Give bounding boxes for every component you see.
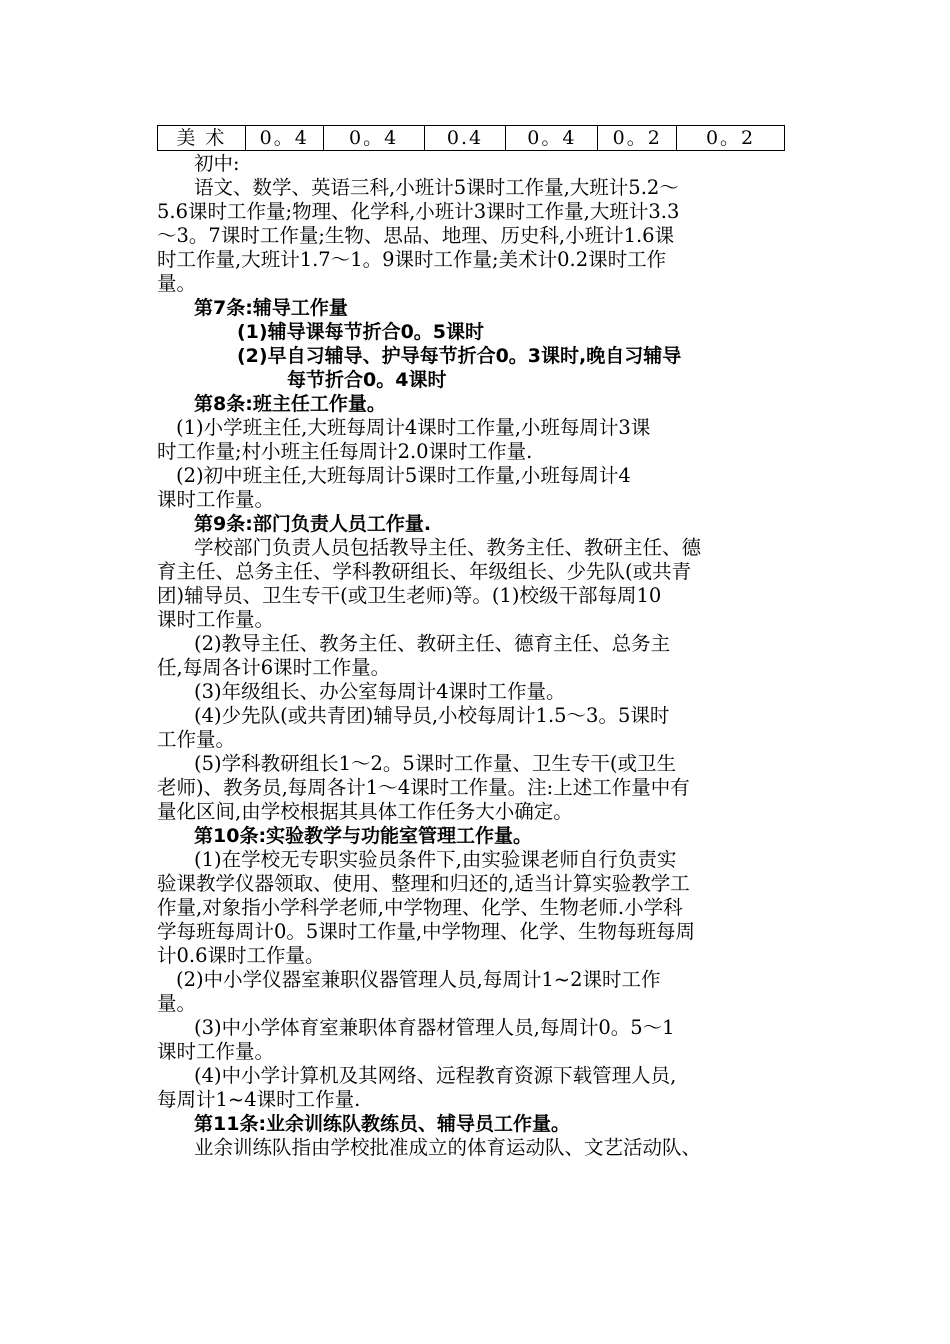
paragraph-line: 量。 [157, 272, 197, 295]
paragraph-line: (4)少先队(或共青团)辅导员,小校每周计1.5～3。5课时 [194, 704, 670, 727]
table-cell: 0。2 [598, 126, 677, 151]
article-7-item-2: (2)早自习辅导、护导每节折合0。3课时,晚自习辅导 [237, 345, 682, 367]
paragraph-line: (1)小学班主任,大班每周计4课时工作量,小班每周计3课 [176, 416, 651, 439]
paragraph-line: (1)在学校无专职实验员条件下,由实验课老师自行负责实 [194, 848, 677, 871]
paragraph-line: (2)初中班主任,大班每周计5课时工作量,小班每周计4 [176, 464, 631, 487]
paragraph-line: (3)中小学体育室兼职体育器材管理人员,每周计0。5～1 [194, 1016, 675, 1039]
paragraph-line: 量化区间,由学校根据其具体工作任务大小确定。 [157, 800, 573, 823]
table-cell-subject: 美 术 [158, 126, 246, 151]
paragraph-line: 课时工作量。 [157, 608, 275, 631]
table-cell: 0。4 [245, 126, 323, 151]
paragraph-line: 量。 [157, 992, 197, 1015]
paragraph-line: 每周计1~4课时工作量. [157, 1088, 361, 1111]
table-row [158, 126, 785, 151]
paragraph-line: (4)中小学计算机及其网络、远程教育资源下载管理人员, [194, 1064, 677, 1087]
document-body [157, 152, 793, 1160]
paragraph-line: 学校部门负责人员包括教导主任、教务主任、教研主任、德 [194, 536, 702, 559]
paragraph-line: 时工作量,大班计1.7～1。9课时工作量;美术计0.2课时工作 [157, 248, 667, 271]
paragraph-line: 学每班每周计0。5课时工作量,中学物理、化学、生物每班每周 [157, 920, 696, 943]
paragraph-line: 作量,对象指小学科学老师,中学物理、化学、生物老师.小学科 [157, 896, 683, 919]
paragraph-line: 5.6课时工作量;物理、化学科,小班计3课时工作量,大班计3.3 [157, 200, 680, 223]
paragraph-line: 工作量。 [157, 728, 236, 751]
paragraph-line: 业余训练队指由学校批准成立的体育运动队、文艺活动队、 [194, 1136, 702, 1159]
paragraph-line: 任,每周各计6课时工作量。 [157, 656, 391, 679]
paragraph-line: 计0.6课时工作量。 [157, 944, 325, 967]
paragraph-line: (3)年级组长、办公室每周计4课时工作量。 [194, 680, 566, 703]
paragraph-line: ～3。7课时工作量;生物、思品、地理、历史科,小班计1.6课 [157, 224, 675, 247]
table-cell: 0.4 [424, 126, 506, 151]
table-cell: 0。2 [677, 126, 785, 151]
paragraph-line: 老师)、教务员,每周各计1～4课时工作量。注:上述工作量中有 [157, 776, 690, 799]
article-heading-10: 第10条:实验教学与功能室管理工作量。 [194, 825, 533, 847]
article-heading-7: 第7条:辅导工作量 [194, 297, 348, 319]
paragraph-line: (5)学科教研组长1～2。5课时工作量、卫生专干(或卫生 [194, 752, 676, 775]
paragraph-line: 课时工作量。 [157, 488, 275, 511]
article-heading-9: 第9条:部门负责人员工作量. [194, 513, 432, 535]
article-7-item-2-continued: 每节折合0。4课时 [287, 369, 447, 391]
section-label-junior-high: 初中: [194, 152, 240, 175]
paragraph-line: 时工作量;村小班主任每周计2.0课时工作量. [157, 440, 533, 463]
paragraph-line: (2)中小学仪器室兼职仪器管理人员,每周计1~2课时工作 [176, 968, 661, 991]
paragraph-line: 语文、数学、英语三科,小班计5课时工作量,大班计5.2～ [194, 176, 679, 199]
subject-workload-table-row [157, 125, 785, 151]
paragraph-line: 育主任、总务主任、学科教研组长、年级组长、少先队(或共青 [157, 560, 692, 583]
article-heading-11: 第11条:业余训练队教练员、辅导员工作量。 [194, 1113, 571, 1135]
table-cell: 0。4 [506, 126, 598, 151]
paragraph-line: (2)教导主任、教务主任、教研主任、德育主任、总务主 [194, 632, 671, 655]
article-heading-8: 第8条:班主任工作量。 [194, 393, 386, 415]
table-cell: 0。4 [323, 126, 424, 151]
article-7-item-1: (1)辅导课每节折合0。5课时 [237, 321, 485, 343]
paragraph-line: 课时工作量。 [157, 1040, 275, 1063]
paragraph-line: 团)辅导员、卫生专干(或卫生老师)等。(1)校级干部每周10 [157, 584, 662, 607]
paragraph-line: 验课教学仪器领取、使用、整理和归还的,适当计算实验教学工 [157, 872, 690, 895]
